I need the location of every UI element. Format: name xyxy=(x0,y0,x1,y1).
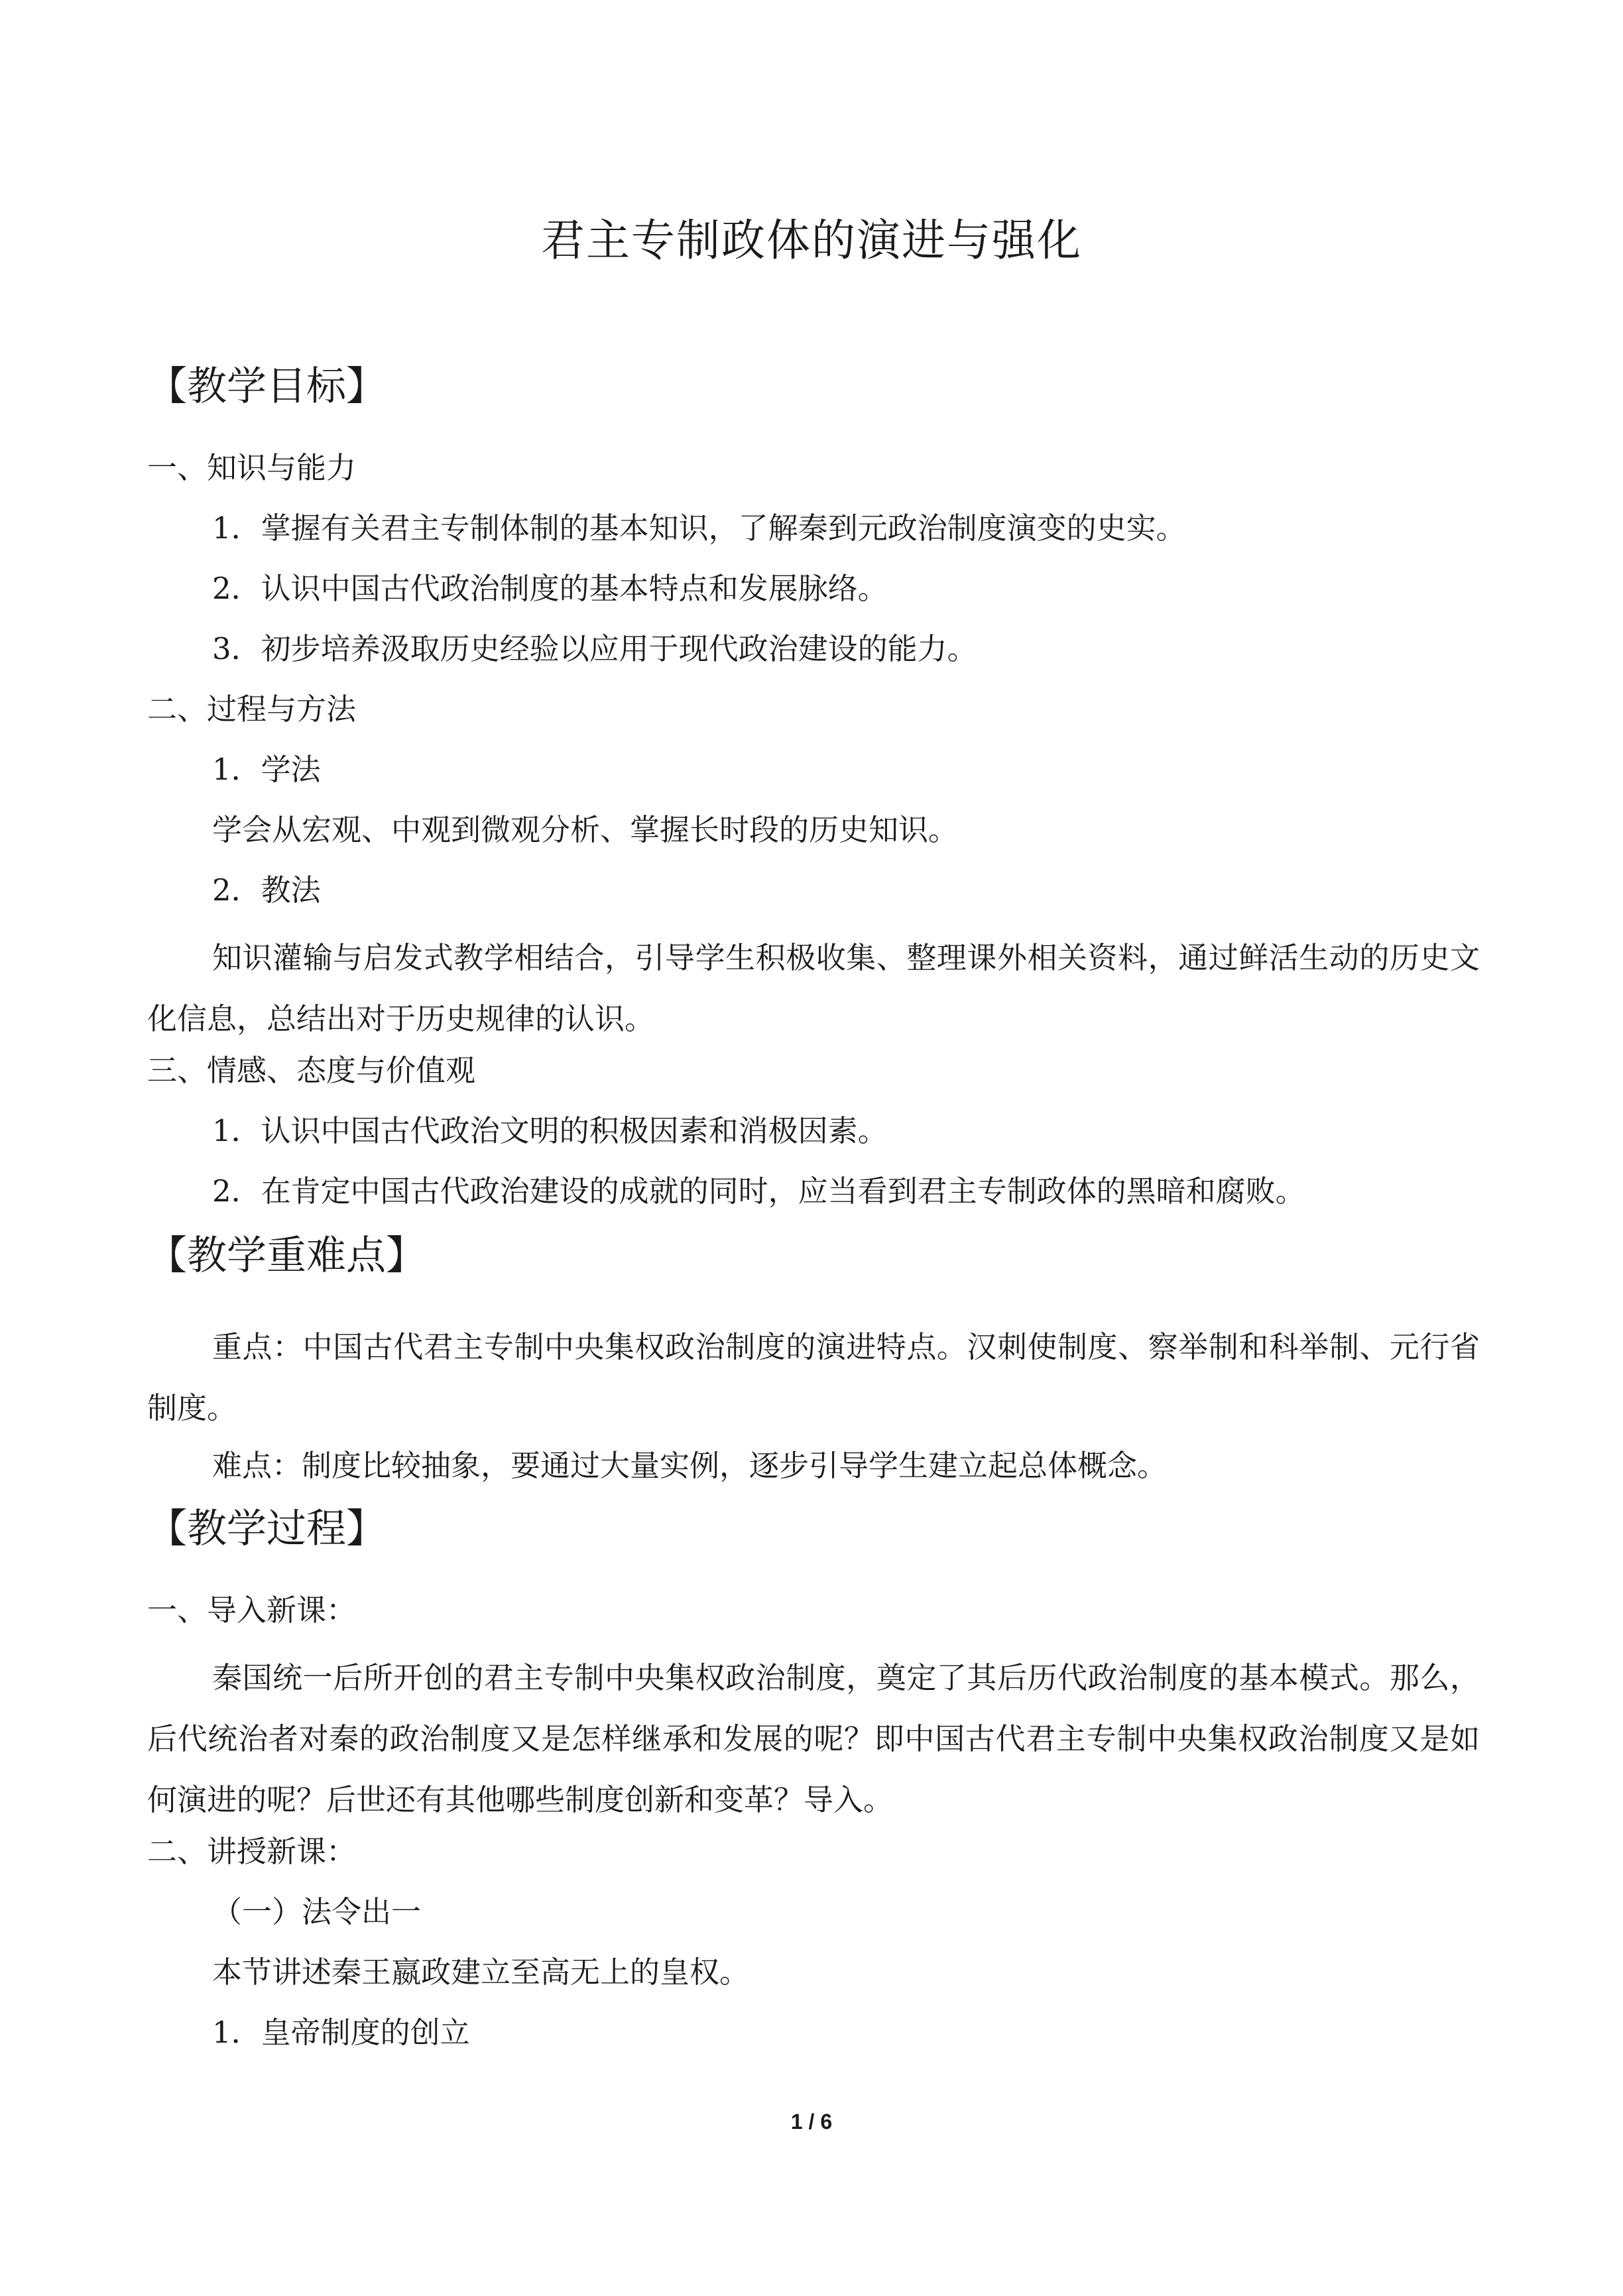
objective-item: 1．掌握有关君主专制体制的基本知识，了解秦到元政治制度演变的史实。 xyxy=(212,511,1186,546)
teaching-method-text: 知识灌输与启发式教学相结合，引导学生积极收集、整理课外相关资料，通过鲜活生动的历史文化信息，总结出对于历史规律的认识。 xyxy=(147,940,1480,1036)
document-title: 君主专制政体的演进与强化 xyxy=(541,215,1082,266)
subsection-text: 本节讲述秦王嬴政建立至高无上的皇权。 xyxy=(212,1955,750,1990)
lecture-title: 二、讲授新课： xyxy=(147,1834,357,1869)
heading-teaching-process: 【教学过程】 xyxy=(147,1506,386,1552)
values-item: 1．认识中国古代政治文明的积极因素和消极因素。 xyxy=(212,1113,888,1148)
part-process-method-title: 二、过程与方法 xyxy=(147,692,357,727)
objective-item: 3．初步培养汲取历史经验以应用于现代政治建设的能力。 xyxy=(212,631,977,666)
part-values-title: 三、情感、态度与价值观 xyxy=(147,1053,476,1088)
intro-text: 秦国统一后所开创的君主专制中央集权政治制度，奠定了其后历代政治制度的基本模式。那么，后代统治者对秦的政治制度又是怎样继承和发展的呢？即中国古代君主专制中央集权政治制度又是如何演进的呢？后世还有其他哪些制度创新和变革？导入。 xyxy=(147,1660,1480,1817)
subsection-title: （一）法令出一 xyxy=(212,1894,422,1929)
study-method-text: 学会从宏观、中观到微观分析、掌握长时段的历史知识。 xyxy=(212,812,959,847)
values-item: 2．在肯定中国古代政治建设的成就的同时，应当看到君主专制政体的黑暗和腐败。 xyxy=(212,1174,1305,1209)
heading-key-difficult-points: 【教学重难点】 xyxy=(147,1233,426,1279)
key-point-text: 重点：中国古代君主专制中央集权政治制度的演进特点。汉刺使制度、察举制和科举制、元行省制度。 xyxy=(147,1329,1480,1425)
difficulty-text: 难点：制度比较抽象，要通过大量实例，逐步引导学生建立起总体概念。 xyxy=(212,1448,1168,1483)
teaching-method-label: 2．教法 xyxy=(212,873,321,908)
part-knowledge-ability-title: 一、知识与能力 xyxy=(147,450,357,485)
subsection-item: 1．皇帝制度的创立 xyxy=(212,2015,470,2050)
intro-title: 一、导入新课： xyxy=(147,1593,357,1628)
page-number: 1 / 6 xyxy=(790,2110,833,2134)
heading-teaching-objectives: 【教学目标】 xyxy=(147,363,386,410)
objective-item: 2．认识中国古代政治制度的基本特点和发展脉络。 xyxy=(212,571,888,606)
study-method-label: 1．学法 xyxy=(212,752,321,787)
